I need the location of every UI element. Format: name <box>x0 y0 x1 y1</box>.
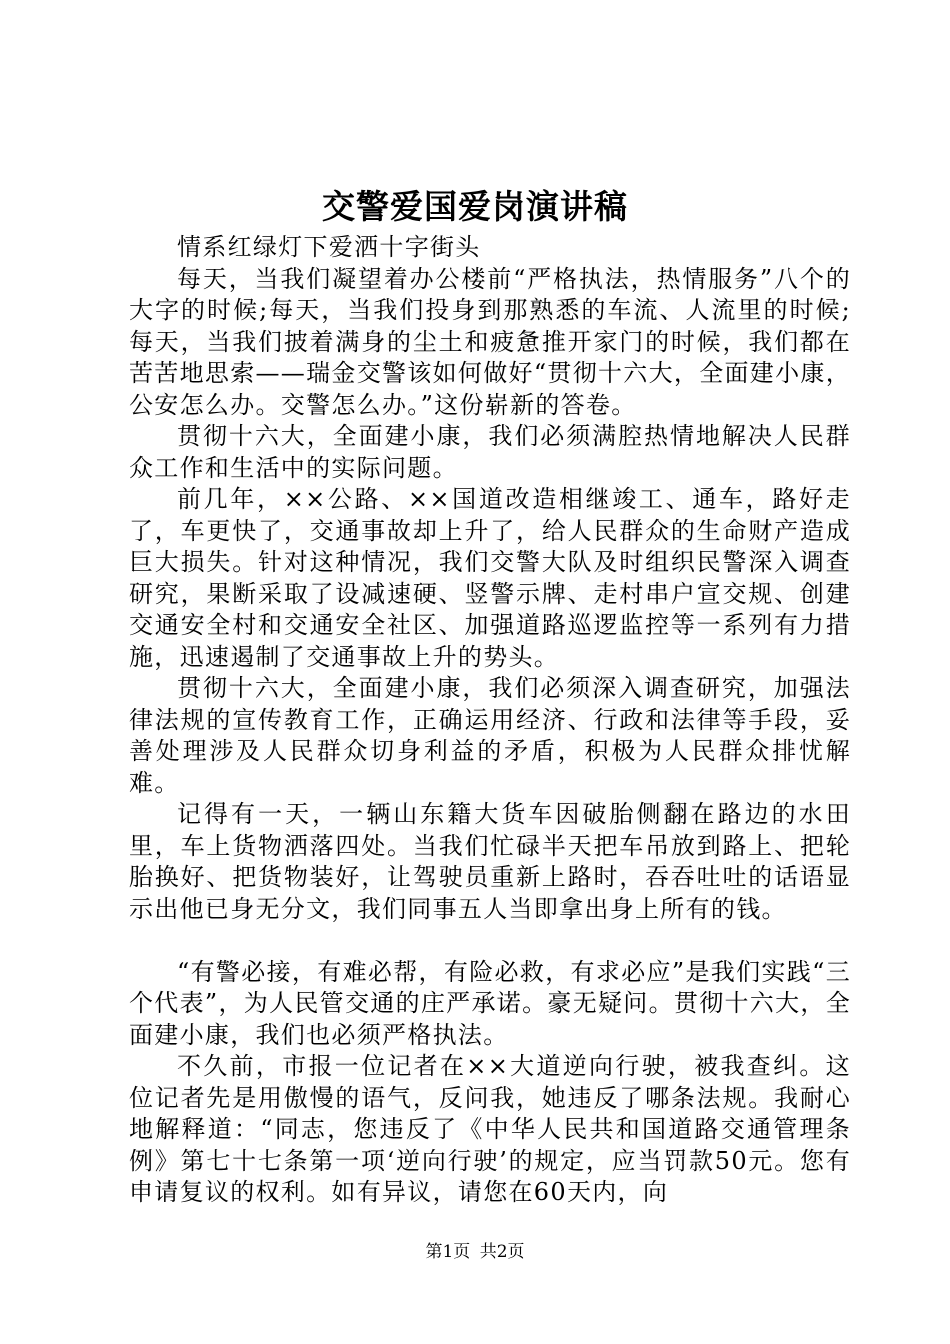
body-paragraph: 记得有一天，一辆山东籍大货车因破胎侧翻在路边的水田里，车上货物洒落四处。当我们忙碌半天把车吊放到路上、把轮胎换好、把货物装好，让驾驶员重新上路时，吞吞吐吐的话语显示出他已身无分文，我们同事五人当即拿出身上所有的钱。 <box>129 800 851 923</box>
body-paragraph: “有警必接，有难必帮，有险必救，有求必应”是我们实践“三个代表”，为人民管交通的庄严承诺。豪无疑问。贯彻十六大，全面建小康，我们也必须严格执法。 <box>129 957 851 1049</box>
body-paragraph: 每天，当我们凝望着办公楼前“严格执法，热情服务”八个的大字的时候;每天，当我们投身到那熟悉的车流、人流里的时候;每天，当我们披着满身的尘土和疲惫推开家门的时候，我们都在苦苦地思索——瑞金交警该如何做好“贯彻十六大，全面建小康，公安怎么办。交警怎么办。”这份崭新的答卷。 <box>129 264 851 419</box>
body-paragraph: 贯彻十六大，全面建小康，我们必须满腔热情地解决人民群众工作和生活中的实际问题。 <box>129 422 851 482</box>
body-paragraph: 前几年，××公路、××国道改造相继竣工、通车，路好走了，车更快了，交通事故却上升了，给人民群众的生命财产造成巨大损失。针对这种情况，我们交警大队及时组织民警深入调查研究，果断采取了设减速硬、竖警示牌、走村串户宣交规、创建交通安全村和交通安全社区、加强道路巡逻监控等一系列有力措施，迅速遏制了交通事故上升的势头。 <box>129 485 851 671</box>
body-paragraph: 不久前，市报一位记者在××大道逆向行驶，被我查纠。这位记者先是用傲慢的语气，反问我，她违反了哪条法规。我耐心地解释道：“同志，您违反了《中华人民共和国道路交通管理条例》第七十七条第一项‘逆向行驶’的规定，应当罚款50元。您有申请复议的权利。如有异议，请您在60天内，向 <box>129 1052 851 1206</box>
body-paragraph: 贯彻十六大，全面建小康，我们必须深入调查研究，加强法律法规的宣传教育工作，正确运用经济、行政和法律等手段，妥善处理涉及人民群众切身利益的矛盾，积极为人民群众排忧解难。 <box>129 674 851 797</box>
document-title: 交警爱国爱岗演讲稿 <box>322 187 628 226</box>
page-number-footer: 第1页 共2页 <box>425 1242 525 1262</box>
subtitle-paragraph: 情系红绿灯下爱洒十字街头 <box>177 233 481 261</box>
document-body <box>129 232 851 1209</box>
